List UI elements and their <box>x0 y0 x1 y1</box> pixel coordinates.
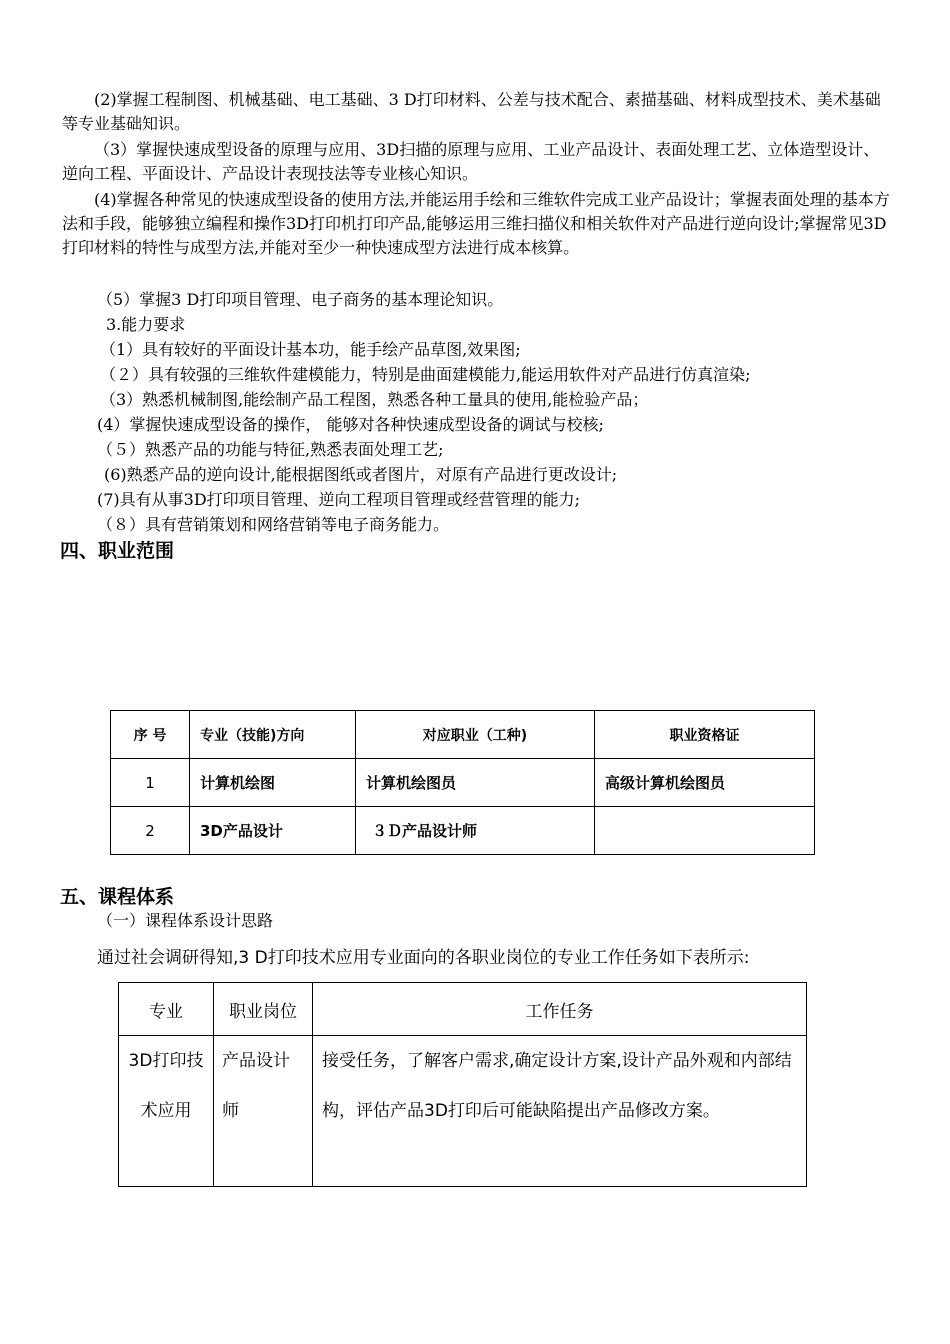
ability-title: 3.能力要求 <box>106 315 186 334</box>
knowledge-item-3: （3）掌握快速成型设备的原理与应用、3D扫描的原理与应用、工业产品设计、表面处理工艺、立体造型设计、逆向工程、平面设计、产品设计表现技法等专业核心知识。 <box>62 140 880 183</box>
knowledge-item-5: （5）掌握3 D打印项目管理、电子商务的基本理论知识。 <box>97 290 504 309</box>
table-row <box>111 759 815 807</box>
header-cell: 对应职业（工种) <box>356 711 595 759</box>
ability-item: (4）掌握快速成型设备的操作， 能够对各种快速成型设备的调试与校核; <box>97 415 604 434</box>
table-header-row <box>119 983 807 1036</box>
header-cell: 职业资格证 <box>595 711 815 759</box>
table-cell: 高级计算机绘图员 <box>595 759 815 807</box>
knowledge-item-4: (4)掌握各种常见的快速成型设备的使用方法,并能运用手绘和三维软件完成工业产品设计；掌握表面处理的基本方法和手段，能够独立编程和操作3D打印机打印产品,能够运用三维扫描仪和相关软件对产品进行逆向设计;掌握常见3D打印材料的特性与成型方法,并能对至少一种快速成型方法进行成本核算。 <box>62 190 890 257</box>
ability-item: （3）熟悉机械制图,能绘制产品工程图，熟悉各种工量具的使用,能检验产品； <box>100 390 649 409</box>
ability-item: (7)具有从事3D打印项目管理、逆向工程项目管理或经营管理的能力; <box>97 490 581 509</box>
knowledge-item-2: (2)掌握工程制图、机械基础、电工基础、3 D打印材料、公差与技术配合、素描基础、材料成型技术、美术基础等专业基础知识。 <box>62 90 881 133</box>
header-cell: 专业 <box>119 983 214 1036</box>
header-cell: 序 号 <box>111 711 190 759</box>
header-cell: 职业岗位 <box>214 983 313 1036</box>
header-cell: 工作任务 <box>313 983 807 1036</box>
section-4-heading: 四、职业范围 <box>60 540 175 562</box>
table-header-row <box>111 711 815 759</box>
section-5-heading: 五、课程体系 <box>60 886 175 908</box>
section-5-subheading: （一）课程体系设计思路 <box>97 911 274 930</box>
table-row <box>111 807 815 855</box>
table-cell: 计算机绘图员 <box>356 759 595 807</box>
table-cell: 3D产品设计 <box>190 807 356 855</box>
ability-item: （８）具有营销策划和网络营销等电子商务能力。 <box>97 515 450 534</box>
table-cell: 计算机绘图 <box>190 759 356 807</box>
ability-item: （５）熟悉产品的功能与特征,熟悉表面处理工艺; <box>97 440 444 459</box>
header-cell: 专业（技能)方向 <box>190 711 356 759</box>
table-cell: 1 <box>111 759 190 807</box>
section-5-intro: 通过社会调研得知,3 D打印技术应用专业面向的各职业岗位的专业工作任务如下表所示: <box>97 948 750 968</box>
table-cell <box>595 807 815 855</box>
post-cell: 产品设计师 <box>214 1036 313 1187</box>
ability-item: （２）具有较强的三维软件建模能力，特别是曲面建模能力,能运用软件对产品进行仿真渲染; <box>100 365 751 384</box>
occupation-table <box>110 710 815 855</box>
work-task-table <box>118 982 807 1187</box>
ability-item: （1）具有较好的平面设计基本功，能手绘产品草图,效果图; <box>100 340 521 359</box>
table-cell: 2 <box>111 807 190 855</box>
ability-item: (6)熟悉产品的逆向设计,能根据图纸或者图片，对原有产品进行更改设计; <box>104 465 618 484</box>
major-cell: 3D打印技术应用 <box>119 1036 214 1187</box>
table-cell: ３Ｄ产品设计师 <box>356 807 595 855</box>
table-row <box>119 1036 807 1187</box>
task-cell: 接受任务，了解客户需求,确定设计方案,设计产品外观和内部结构，评估产品3D打印后可能缺陷提出产品修改方案。 <box>313 1036 807 1187</box>
